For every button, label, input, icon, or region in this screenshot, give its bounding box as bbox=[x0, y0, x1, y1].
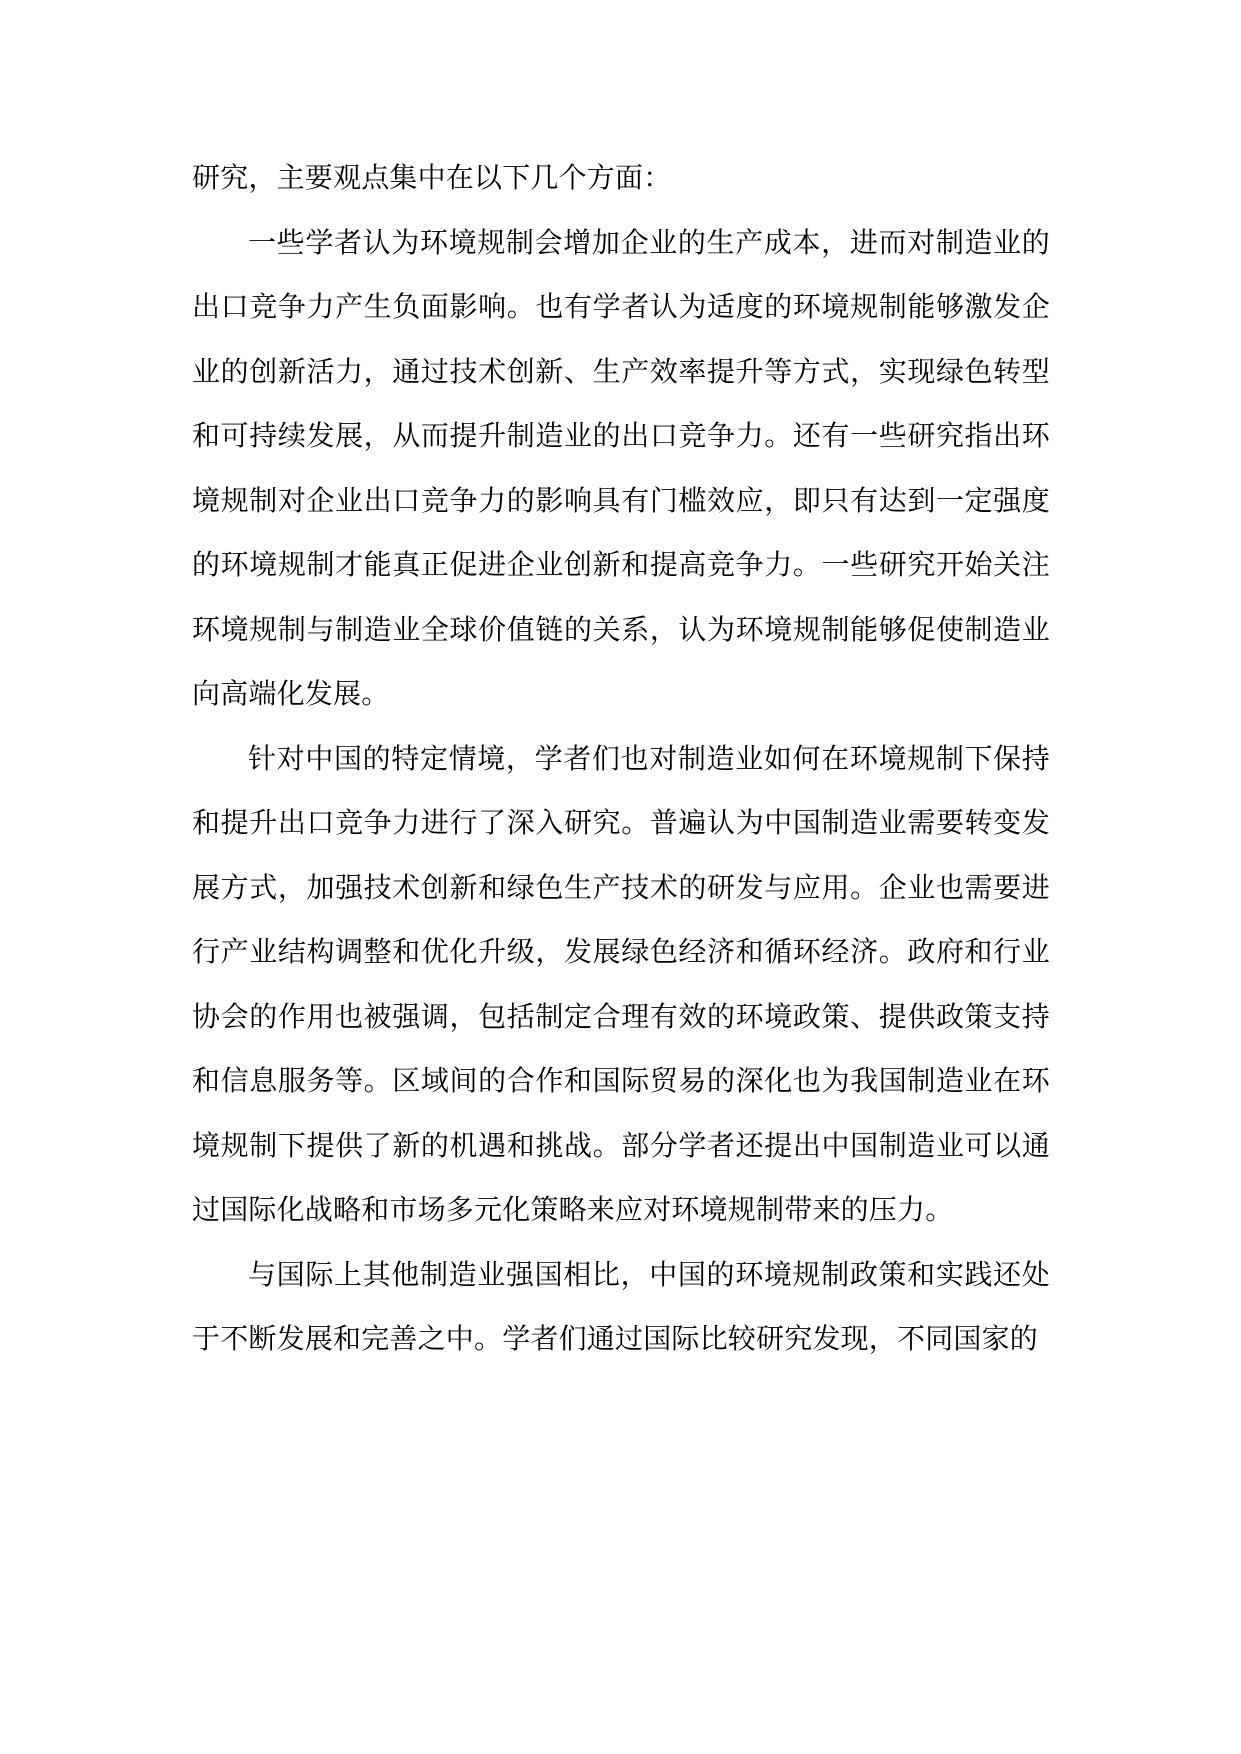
document-body bbox=[192, 146, 1050, 1372]
paragraph-international-comparison: 与国际上其他制造业强国相比，中国的环境规制政策和实践还处于不断发展和完善之中。学者们通过国际比较研究发现，不同国家的 bbox=[192, 1257, 1050, 1355]
paragraph-continuation: 研究，主要观点集中在以下几个方面： bbox=[192, 161, 672, 194]
paragraph-china-context: 针对中国的特定情境，学者们也对制造业如何在环境规制下保持和提升出口竞争力进行了深入研究。普遍认为中国制造业需要转变发展方式，加强技术创新和绿色生产技术的研发与应用。企业也需要进行产业结构调整和优化升级，发展绿色经济和循环经济。政府和行业协会的作用也被强调，包括制定合理有效的环境政策、提供政策支持和信息服务等。区域间的合作和国际贸易的深化也为我国制造业在环境规制下提供了新的机遇和挑战。部分学者还提出中国制造业可以通过国际化战略和市场多元化策略来应对环境规制带来的压力。 bbox=[192, 741, 1050, 1226]
paragraph-environmental-regulation-views: 一些学者认为环境规制会增加企业的生产成本，进而对制造业的出口竞争力产生负面影响。也有学者认为适度的环境规制能够激发企业的创新活力，通过技术创新、生产效率提升等方式，实现绿色转型和可持续发展，从而提升制造业的出口竞争力。还有一些研究指出环境规制对企业出口竞争力的影响具有门槛效应，即只有达到一定强度的环境规制才能真正促进企业创新和提高竞争力。一些研究开始关注环境规制与制造业全球价值链的关系，认为环境规制能够促使制造业向高端化发展。 bbox=[192, 225, 1050, 710]
